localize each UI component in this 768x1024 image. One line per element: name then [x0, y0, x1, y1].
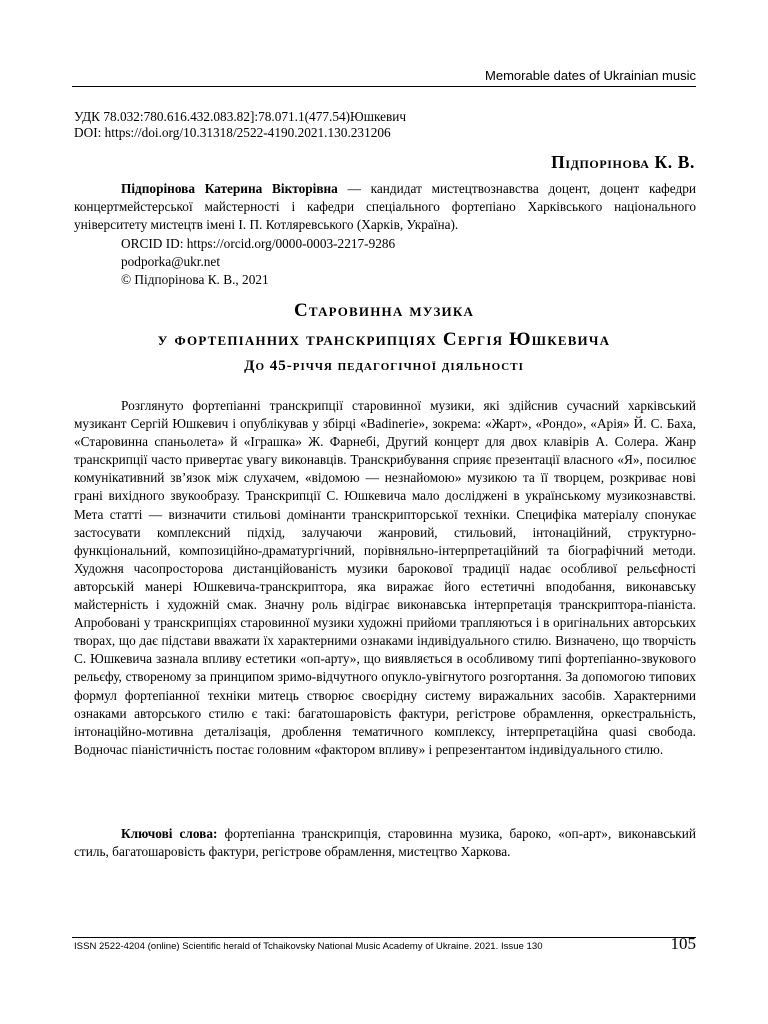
- copyright: © Підпорінова К. В., 2021: [121, 272, 269, 287]
- author-affiliation: [74, 180, 696, 234]
- keywords-text: фортепіанна транскрипція, старовинна музика, бароко, «оп-арт», виконавський стиль, багатошаровість фактури, регістрове обрамлення, мистецтво Харкова.: [74, 826, 696, 860]
- abstract: Розглянуто фортепіанні транскрипції старовинної музики, які здійснив сучасний харківський музикант Сергій Юшкевич і опублікував у збірці «Badinerie», зокрема: «Жарт», «Рондо», «Арія» Й. С. Баха, «Старовинна спаньолета» й «Іграшка» Ж. Фарнебі, Другий концерт для двох клавірів А. Солера. Жанр транскрипції часто привертає увагу виконавців. Транскрибування сприяє презентації власного «Я», посилює комунікативний зв’язок між слухачем, «відомою — незнайомою» музикою та її творцем, розкриває нові грані вихідного звукообразу. Транскрипції С. Юшкевича мало досліджені в українському музикознавстві. Мета статті — визначити стильові домінанти транскрипторської техніки. Специфіка матеріалу спонукає застосувати комплексний підхід, залучаючи жанровий, стильовий, інтонаційний, структурно-функціональний, композиційно-драматургічний, порівняльно-інтерпретаційний та біографічний методи. Художня часопросторова дистанційованість музики барокової традиції надає особливої рельєфності авторській манері Юшкевича-транскриптора, яка виражає його естетичні вподобання, виконавську майстерність і художній смак. Значну роль відіграє виконавська інтерпретація транскриптора-піаніста. Апробовані у транскрипціях старовинної музики художні прийоми трапляються і в оригінальних авторських творах, що дає підстави вважати їх характерними ознаками індивідуального стилю. Визначено, що творчість С. Юшкевича зазнала впливу естетики «оп-арту», що виявляється в особливому типі фортепіанно-звукового рельєфу, створеному за принципом зримо-відчутного опукло-увігнутого розгортання. За допомогою типових формул фортепіанної техніки митець створює своєрідну систему виражальних засобів. Характерними ознаками авторського стилю є такі: багатошаровість фактури, регістрове обрамлення, оркестральність, інтонаційно-мотивна деталізація, дроблення тематичного комплексу, інтерпретаційна quasi свобода. Водночас піаністичність постає головним «фактором впливу» і репрезентантом індивідуального стилю.: [74, 398, 696, 757]
- keywords: [74, 825, 696, 861]
- article-subtitle: До 45-річчя педагогічної діяльності: [244, 358, 524, 374]
- orcid-link[interactable]: ORCID ID: https://orcid.org/0000-0003-2217-9286: [121, 236, 396, 251]
- article-title: [72, 296, 696, 354]
- email-link[interactable]: podporka@ukr.net: [121, 254, 221, 269]
- running-head: Memorable dates of Ukrainian music: [72, 68, 696, 87]
- affiliation-text: — кандидат мистецтвознавства доцент, доцент кафедри концертмейстерської майстерності і кафедри спеціального фортепіано Харківського національного університету мистецтв імені І. П. Котляревського (Харків, Україна).: [74, 181, 697, 232]
- author-heading: Підпорінова К. В.: [551, 152, 695, 172]
- page-number: 105: [670, 934, 696, 953]
- article-identifiers: [74, 109, 406, 141]
- footer-rule: [72, 937, 696, 938]
- title-line-2: у фортепіанних транскрипціях Сергія Юшкевича: [157, 329, 611, 350]
- doi-link[interactable]: DOI: https://doi.org/10.31318/2522-4190.2021.130.231206: [74, 125, 391, 140]
- udc-code: УДК 78.032:780.616.432.083.82]:78.071.1(477.54)Юшкевич: [74, 109, 407, 124]
- footer-journal-info: ISSN 2522-4204 (online) Scientific herald of Tchaikovsky National Music Academy of Ukraine. 2021. Issue 130: [74, 941, 543, 952]
- author-contacts: [121, 235, 395, 289]
- keywords-label: Ключові слова:: [121, 826, 218, 841]
- title-line-1: Старовинна музика: [293, 300, 475, 321]
- author-full-name: Підпорінова Катерина Вікторівна: [121, 181, 338, 196]
